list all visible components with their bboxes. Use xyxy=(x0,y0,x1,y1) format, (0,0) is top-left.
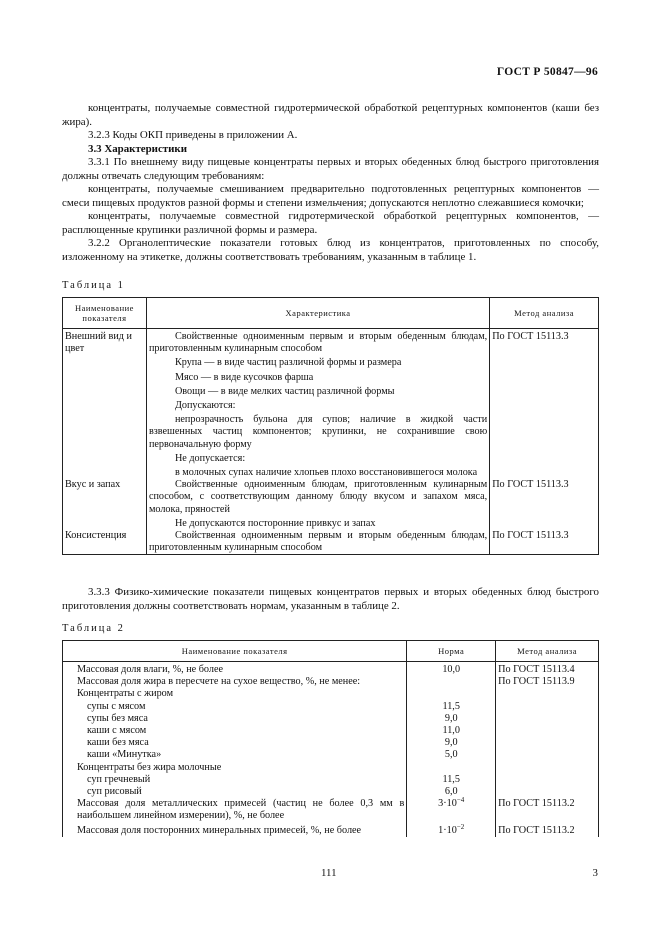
norm-exponent: −2 xyxy=(456,822,465,831)
table2-caption: Таблица 2 xyxy=(62,623,125,634)
section-heading xyxy=(62,143,599,157)
t2-name: суп гречневый xyxy=(63,774,407,786)
table1-cell-characteristic xyxy=(146,329,489,480)
table1-cell-name: Внешний вид и цвет xyxy=(63,329,147,480)
table-row xyxy=(63,762,599,774)
t2-method: По ГОСТ 15113.2 xyxy=(496,798,599,822)
paragraph: концентраты, получаемые совместной гидротермической обработкой рецептурных компонентов (каши без жира). xyxy=(62,102,599,128)
table-2 xyxy=(62,640,599,837)
table1-cell-method: По ГОСТ 15113.3 xyxy=(490,530,599,555)
table1-header-name: Наименование показателя xyxy=(63,298,147,329)
char-line: Свойственные одноименным блюдам, приготовленным кулинарным способом, с соответствующим данному блюду вкусом и запахом мяса, молока, пряностей xyxy=(148,479,488,515)
paragraph: концентраты, получаемые совместной гидротермической обработкой рецептурных компонентов, — расплющенные крупинки различной формы и размера. xyxy=(62,210,599,236)
t2-method: По ГОСТ 15113.2 xyxy=(496,823,599,837)
norm-exponent: −4 xyxy=(456,796,465,805)
t2-name: каши «Минутка» xyxy=(63,749,407,761)
char-line: Мясо — в виде кусочков фарша xyxy=(174,371,314,383)
t2-name: каши без мяса xyxy=(63,737,407,749)
paragraph: 3.2.2 Органолептические показатели готовых блюд из концентратов, приготовленных по способу, изложенному на этикетке, должны соответствовать требованиям, указанным в таблице 1. xyxy=(62,237,599,263)
table-row xyxy=(63,676,599,688)
t2-method: По ГОСТ 15113.9 xyxy=(496,676,599,688)
table1-cell-name: Консистенция xyxy=(63,530,147,555)
paragraph: 3.3.3 Физико-химические показатели пищевых концентратов первых и вторых обеденных блюд быстрого приготовления должны соответствовать нормам, указанным в таблице 2. xyxy=(62,586,599,612)
table-row xyxy=(63,823,599,837)
table1-cell-method: По ГОСТ 15113.3 xyxy=(490,329,599,480)
table-row xyxy=(63,701,599,713)
table-row xyxy=(63,749,599,761)
t2-norm: 11,5 xyxy=(407,774,496,786)
t2-name: суп рисовый xyxy=(63,786,407,798)
section-title: Характеристики xyxy=(104,142,187,155)
t2-norm: 10,0 xyxy=(407,662,496,677)
norm-base: 3·10 xyxy=(438,798,457,810)
table1-cell-method: По ГОСТ 15113.3 xyxy=(490,479,599,530)
t2-name: Массовая доля посторонних минеральных примесей, %, не более xyxy=(63,823,407,837)
table-row xyxy=(63,737,599,749)
t2-norm xyxy=(407,798,496,822)
table-row xyxy=(63,662,599,677)
char-line: Не допускается: xyxy=(174,452,246,464)
paragraph: 3.3.1 По внешнему виду пищевые концентраты первых и вторых обеденных блюд быстрого приготовления должны отвечать следующим требованиям: xyxy=(62,156,599,182)
t2-norm: 6,0 xyxy=(407,786,496,798)
norm-base: 1·10 xyxy=(438,824,457,836)
section-number: 3.3 xyxy=(88,142,102,155)
table-row xyxy=(63,786,599,798)
table2-header-method: Метод анализа xyxy=(496,641,599,662)
paragraph: концентраты, получаемые смешиванием предварительно подготовленных рецептурных компонентов — смеси пищевых продуктов разной формы и степени измельчения; допускаются неплотно слежавшиеся комочки; xyxy=(62,183,599,209)
char-line: непрозрачность бульона для супов; наличие в жидкой части взвешенных частиц компонентов; крупинки, не сохранившие свою первоначальную форму xyxy=(148,414,488,450)
table-1 xyxy=(62,297,599,555)
table-row xyxy=(63,713,599,725)
table1-cell-characteristic xyxy=(146,530,489,555)
t2-name-text: Массовая доля металлических примесей (частиц не более 0,3 мм в наибольшем линейном измерении), %, не более xyxy=(77,798,405,822)
t2-method: По ГОСТ 15113.4 xyxy=(496,662,599,677)
table2-header-norm: Норма xyxy=(407,641,496,662)
char-line: Овощи — в виде мелких частиц различной формы xyxy=(174,385,395,397)
char-line: Допускаются: xyxy=(174,400,236,412)
t2-norm: 9,0 xyxy=(407,713,496,725)
char-line: в молочных супах наличие хлопьев плохо восстановившегося молока xyxy=(174,467,478,479)
table1-cell-characteristic xyxy=(146,479,489,530)
t2-norm xyxy=(407,823,496,837)
t2-name: Массовая доля жира в пересчете на сухое вещество, %, не менее: xyxy=(63,676,407,688)
body-text-top xyxy=(62,102,599,264)
body-text-middle xyxy=(62,586,599,613)
paragraph: 3.2.3 Коды ОКП приведены в приложении А. xyxy=(88,129,298,141)
t2-name: супы с мясом xyxy=(63,701,407,713)
table1-cell-name: Вкус и запах xyxy=(63,479,147,530)
t2-norm: 9,0 xyxy=(407,737,496,749)
char-line: Крупа — в виде частиц различной формы и размера xyxy=(174,357,402,369)
t2-name: супы без мяса xyxy=(63,713,407,725)
table-row xyxy=(63,530,599,555)
table-row xyxy=(63,479,599,530)
table1-header-characteristic: Характеристика xyxy=(146,298,489,329)
table-row xyxy=(63,688,599,700)
t2-name: Концентраты без жира молочные xyxy=(63,762,407,774)
page-number-right: 3 xyxy=(592,867,598,879)
t2-name: каши с мясом xyxy=(63,725,407,737)
page-number-center: 111 xyxy=(321,867,337,879)
document-code: ГОСТ Р 50847—96 xyxy=(496,66,598,78)
table-row xyxy=(63,725,599,737)
t2-norm xyxy=(407,676,496,688)
t2-name: Концентраты с жиром xyxy=(63,688,407,700)
table1-header-method: Метод анализа xyxy=(490,298,599,329)
char-line: Не допускаются посторонние привкус и запах xyxy=(174,517,376,529)
t2-name: Массовая доля влаги, %, не более xyxy=(63,662,407,677)
table-row xyxy=(63,798,599,822)
table1-caption: Таблица 1 xyxy=(62,280,125,291)
table-row xyxy=(63,774,599,786)
t2-norm: 11,0 xyxy=(407,725,496,737)
table-row xyxy=(63,329,599,480)
table2-header-name: Наименование показателя xyxy=(63,641,407,662)
t2-norm: 5,0 xyxy=(407,749,496,761)
t2-name xyxy=(63,798,407,822)
char-line: Свойственные одноименным первым и вторым обеденным блюдам, приготовленным кулинарным способом xyxy=(148,331,488,355)
t2-norm: 11,5 xyxy=(407,701,496,713)
char-line: Свойственная одноименным первым и вторым обеденным блюдам, приготовленным кулинарным способом xyxy=(148,530,488,554)
